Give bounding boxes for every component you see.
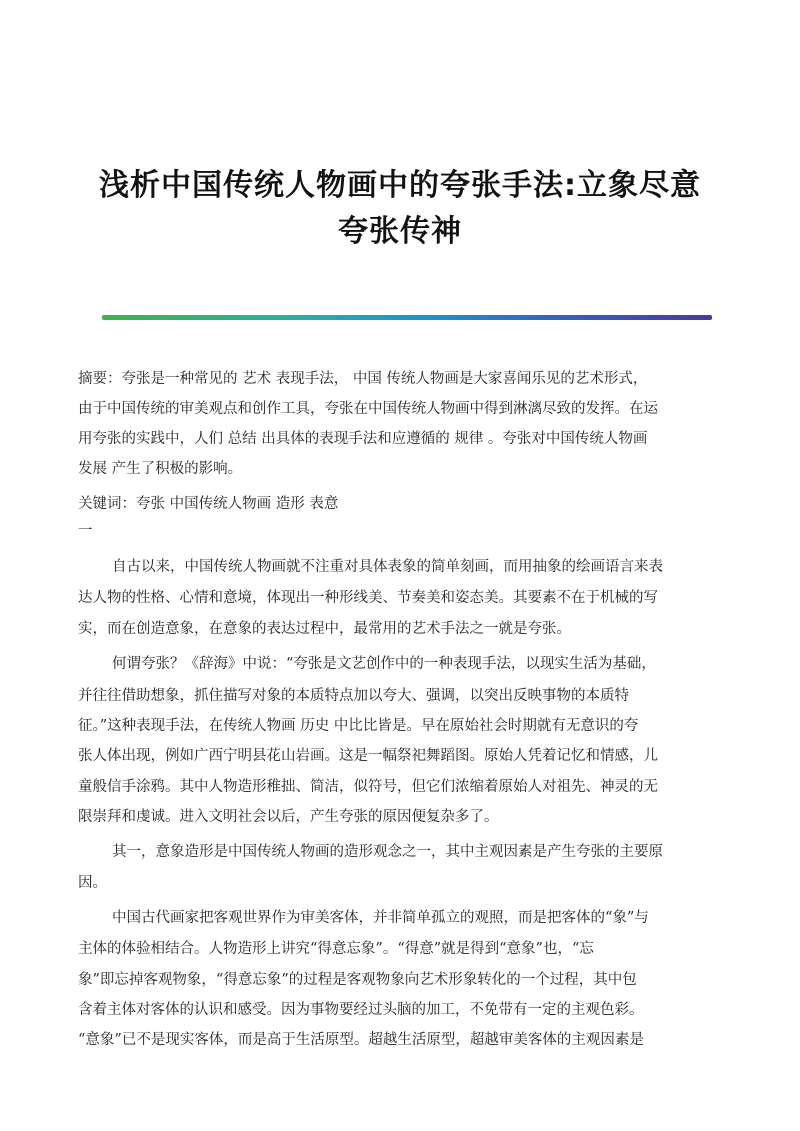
paragraph-line: 象”即忘掉客观物象，“得意忘象”的过程是客观物象向艺术形象转化的一个过程，其中包 <box>78 972 637 988</box>
paragraph-line: 因。 <box>78 875 107 891</box>
abstract-line: 由于中国传统的审美观点和创作工具，夸张在中国传统人物画中得到淋漓尽致的发挥。在运 <box>78 401 658 417</box>
abstract-line: 用夸张的实践中，人们 总结 出具体的表现手法和应遵循的 规律 。夸张对中国传统人物画 <box>78 431 648 447</box>
document-title-line-1: 浅析中国传统人物画中的夸张手法:立象尽意 <box>99 168 701 203</box>
paragraph-line: 征。”这种表现手法，在传统人物画 历史 中比比皆是。早在原始社会时期就有无意识的夸 <box>78 718 639 734</box>
abstract-line: 发展 产生了积极的影响。 <box>78 461 243 477</box>
paragraph-line: 达人物的性格、心情和意境，体现出一种形线美、节奏美和姿态美。其要素不在于机械的写 <box>78 590 658 606</box>
paragraph-line: 并往往借助想象，抓住描写对象的本质特点加以夸大、强调，以突出反映事物的本质特 <box>78 688 629 704</box>
paragraph-line: 童般信手涂鸦。其中人物造形稚拙、简洁，似符号，但它们浓缩着原始人对祖先、神灵的无 <box>78 779 658 795</box>
abstract-line: 摘要：夸张是一种常见的 艺术 表现手法， 中国 传统人物画是大家喜闻乐见的艺术形式， <box>78 371 648 387</box>
paragraph-line: 中国古代画家把客观世界作为审美客体，并非简单孤立的观照，而是把客体的“象”与 <box>112 910 649 926</box>
section-marker: 一 <box>78 523 93 539</box>
paragraph-line: 自古以来，中国传统人物画就不注重对具体表象的简单刻画，而用抽象的绘画语言来表 <box>112 559 663 575</box>
paragraph-line: 含着主体对客体的认识和感受。因为事物要经过头脑的加工，不免带有一定的主观色彩。 <box>78 1002 644 1018</box>
paragraph-line: 限崇拜和虔诚。进入文明社会以后，产生夸张的原因便复杂多了。 <box>78 809 499 825</box>
paragraph-line: 实，而在创造意象，在意象的表达过程中，最常用的艺术手法之一就是夸张。 <box>78 621 571 637</box>
paragraph-line: 其一，意象造形是中国传统人物画的造形观念之一，其中主观因素是产生夸张的主要原 <box>112 844 663 860</box>
paragraph-line: “意象”已不是现实客体，而是高于生活原型。超越生活原型，超越审美客体的主观因素是 <box>78 1032 644 1048</box>
paragraph-line: 张人体出现，例如广西宁明县花山岩画。这是一幅祭祀舞蹈图。原始人凭着记忆和情感，儿 <box>78 748 658 764</box>
title-divider <box>102 315 712 320</box>
paragraph-line: 何谓夸张？《辞海》中说：“夸张是文艺创作中的一种表现手法，以现实生活为基础， <box>112 656 656 672</box>
paragraph-line: 主体的体验相结合。人物造形上讲究“得意忘象”。“得意”就是得到“意象”也，“忘 <box>78 941 594 957</box>
keywords-line: 关键词：夸张 中国传统人物画 造形 表意 <box>78 496 339 512</box>
document-title-line-2: 夸张传神 <box>338 214 462 249</box>
